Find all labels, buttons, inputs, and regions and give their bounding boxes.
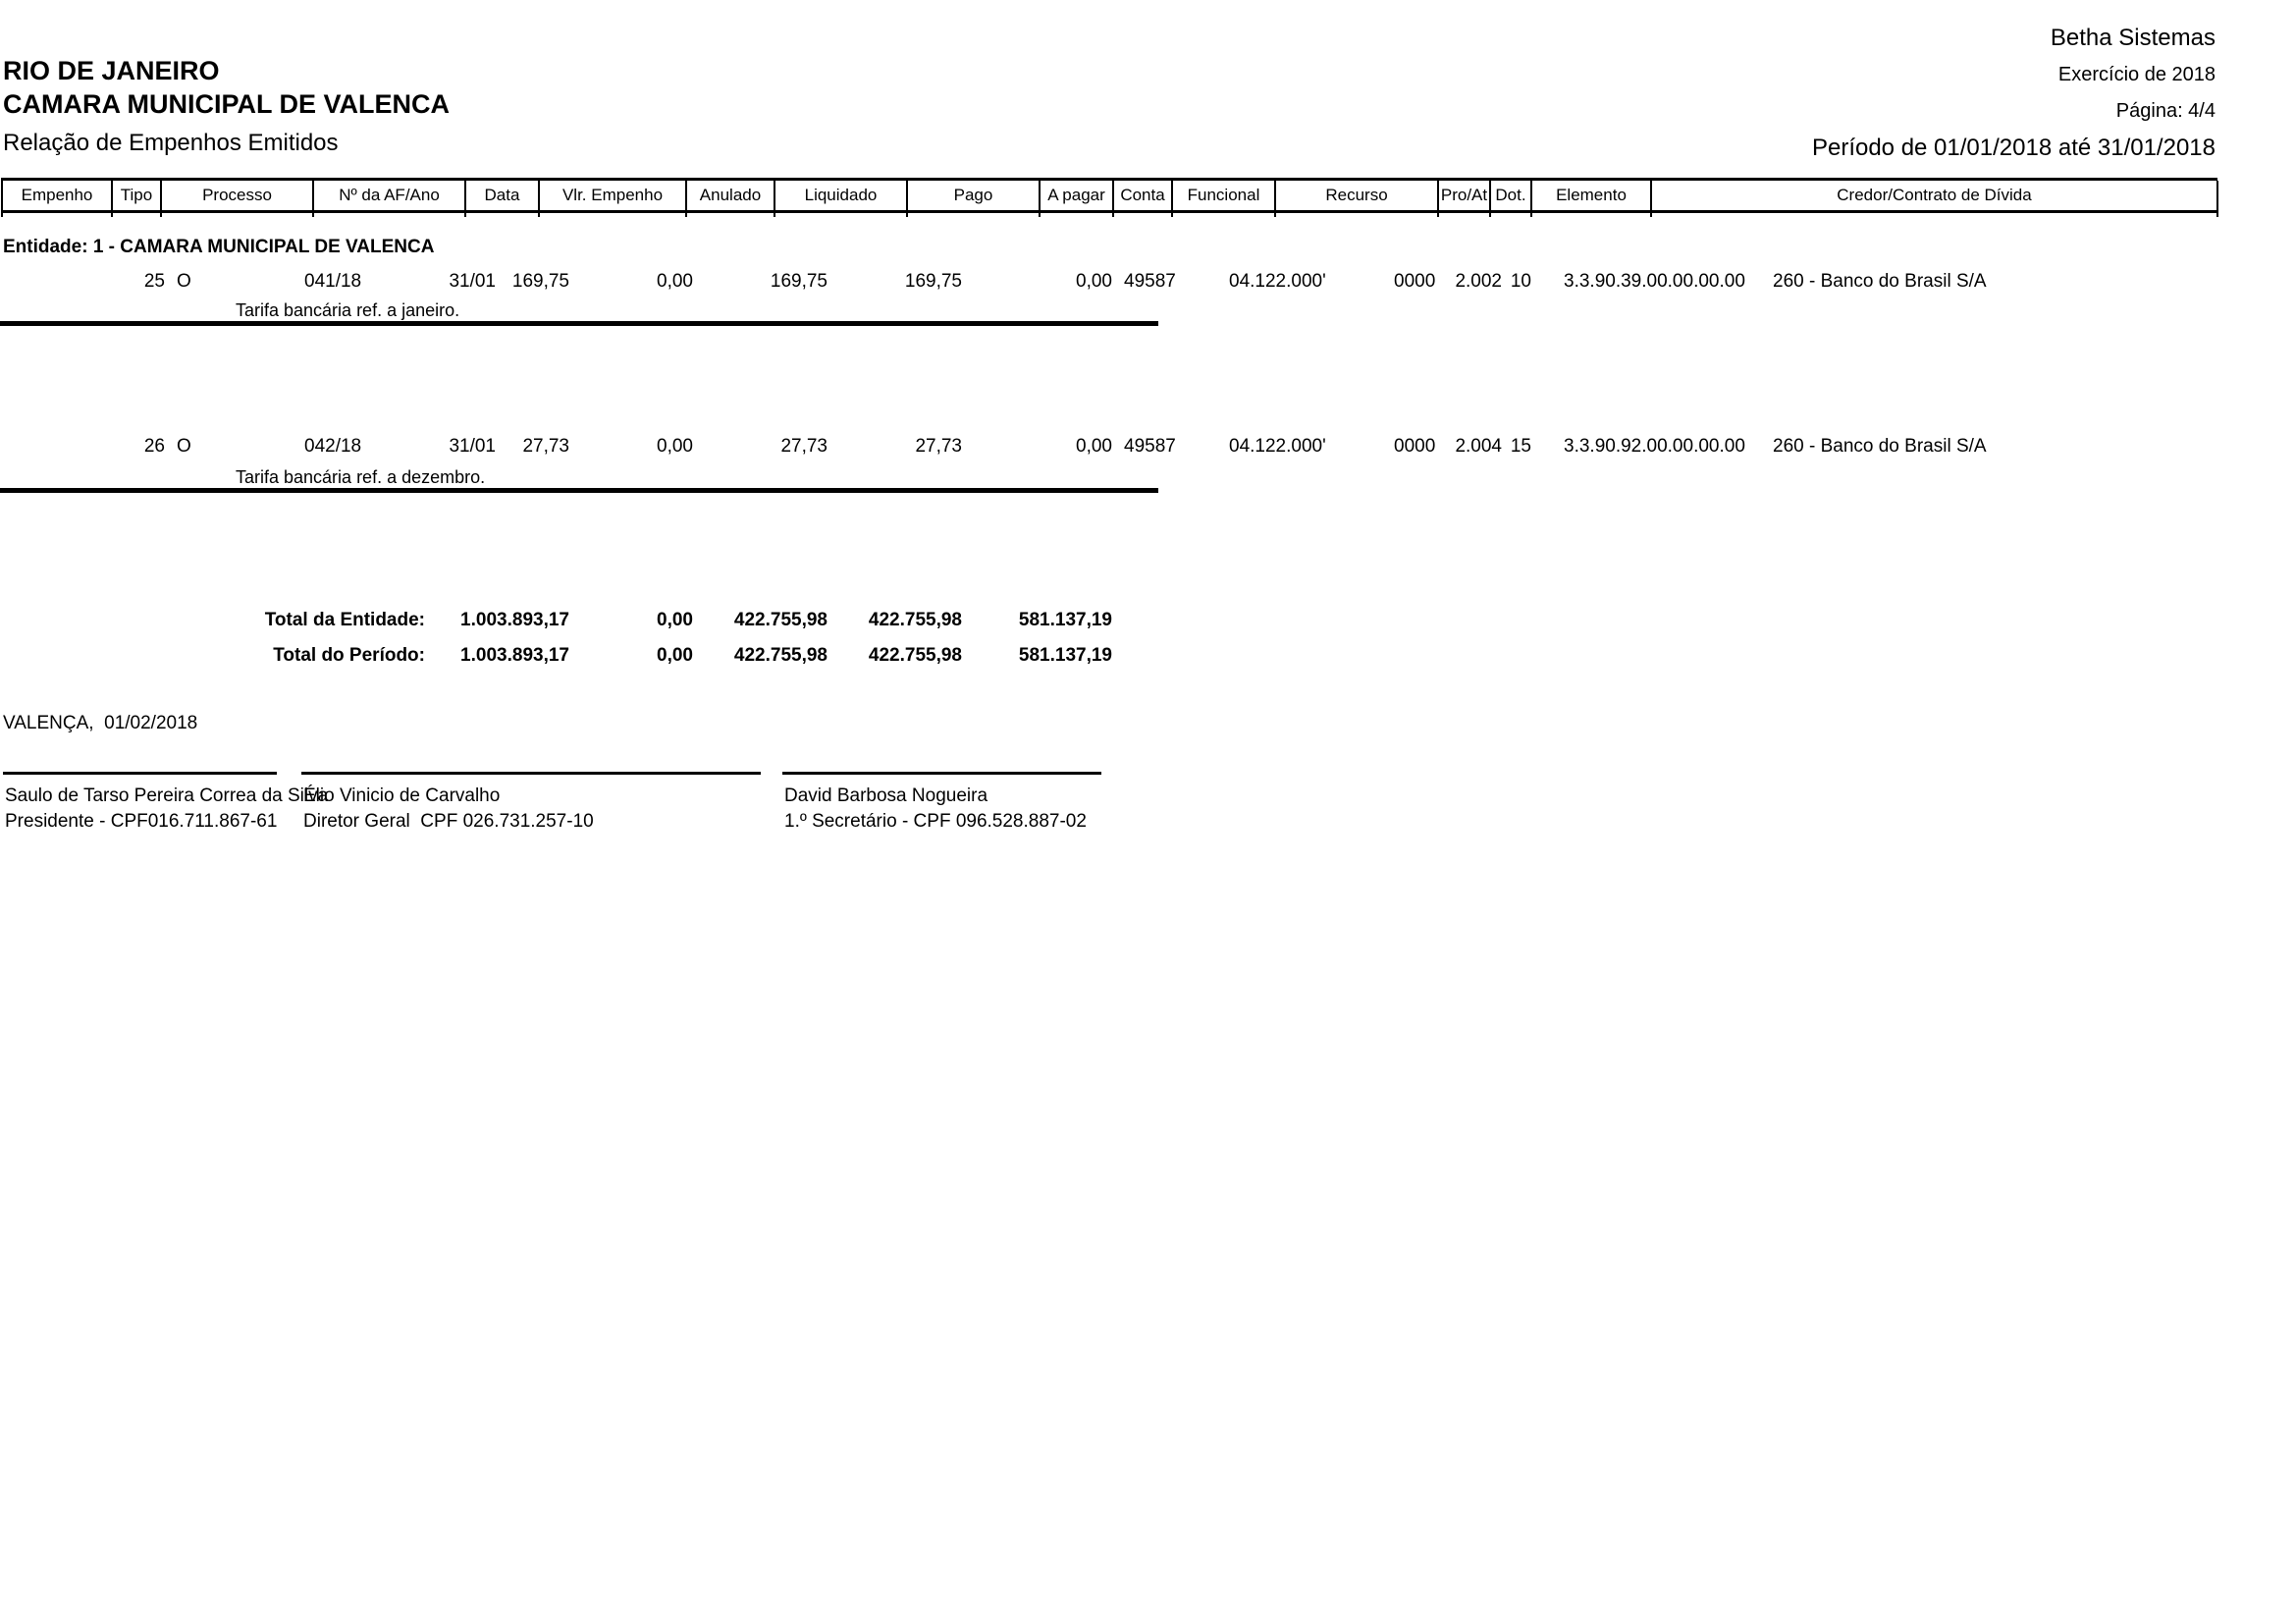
row1-processo: 041/18 [304, 271, 362, 292]
row2-anulado: 0,00 [657, 436, 693, 457]
column-header-conta: Conta [1114, 181, 1173, 217]
total-periodo-a-pagar: 581.137,19 [1018, 645, 1112, 666]
entity-header: Entidade: 1 - CAMARA MUNICIPAL DE VALENCA [3, 237, 435, 257]
column-header-data: Data [466, 181, 540, 217]
row1-dot: 10 [1510, 271, 1531, 292]
row1-credor: 260 - Banco do Brasil S/A [1773, 271, 1987, 292]
total-entidade-vlr: 1.003.893,17 [460, 610, 569, 630]
column-header-funcional: Funcional [1173, 181, 1276, 217]
row2-separator [0, 488, 1158, 493]
total-entidade-a-pagar: 581.137,19 [1018, 610, 1112, 630]
signature-line-1 [3, 772, 277, 775]
column-header-pro-at: Pro/At [1439, 181, 1491, 217]
row2-credor: 260 - Banco do Brasil S/A [1773, 436, 1987, 457]
row1-historico: Tarifa bancária ref. a janeiro. [236, 300, 460, 320]
table-header-bottom-border [1, 210, 2217, 213]
total-entidade-label: Total da Entidade: [264, 610, 425, 630]
total-periodo-liquidado: 422.755,98 [733, 645, 828, 666]
row2-data: 31/01 [449, 436, 496, 457]
row2-historico: Tarifa bancária ref. a dezembro. [236, 467, 486, 487]
exercise-label: Exercício de 2018 [2057, 64, 2216, 85]
vendor-name: Betha Sistemas [2050, 25, 2216, 51]
row2-recurso: 0000 [1394, 436, 1436, 457]
column-header-processo: Processo [162, 181, 314, 217]
row1-vlr: 169,75 [511, 271, 569, 292]
row2-tipo: O [177, 436, 191, 457]
row2-liquidado: 27,73 [780, 436, 828, 457]
signature-title-2: Diretor Geral CPF 026.731.257-10 [303, 811, 594, 832]
row1-separator [0, 321, 1158, 326]
signature-title-1: Presidente - CPF016.711.867-61 [5, 811, 278, 832]
total-periodo-label: Total do Período: [273, 645, 425, 666]
row1-conta: 49587 [1124, 271, 1176, 292]
period-label: Período de 01/01/2018 até 31/01/2018 [1811, 135, 2216, 161]
row2-elemento: 3.3.90.92.00.00.00.00 [1564, 436, 1745, 457]
column-header-a-pagar: A pagar [1041, 181, 1114, 217]
row2-a-pagar: 0,00 [1076, 436, 1112, 457]
column-header-recurso: Recurso [1276, 181, 1439, 217]
total-entidade-liquidado: 422.755,98 [733, 610, 828, 630]
total-periodo-vlr: 1.003.893,17 [460, 645, 569, 666]
row1-funcional: 04.122.000' [1229, 271, 1326, 292]
row2-dot: 15 [1510, 436, 1531, 457]
column-header-liquidado: Liquidado [775, 181, 908, 217]
org-state: RIO DE JANEIRO [3, 56, 220, 85]
row1-liquidado: 169,75 [770, 271, 828, 292]
column-header-af-ano: Nº da AF/Ano [314, 181, 466, 217]
row1-empenho: 25 [143, 271, 165, 292]
signature-line-2 [301, 772, 761, 775]
row1-pago: 169,75 [904, 271, 962, 292]
column-header-tipo: Tipo [113, 181, 162, 217]
column-header-anulado: Anulado [687, 181, 775, 217]
org-name: CAMARA MUNICIPAL DE VALENCA [3, 89, 450, 119]
column-header-pago: Pago [908, 181, 1041, 217]
total-periodo-pago: 422.755,98 [868, 645, 962, 666]
column-header-elemento: Elemento [1532, 181, 1652, 217]
row2-conta: 49587 [1124, 436, 1176, 457]
row1-a-pagar: 0,00 [1076, 271, 1112, 292]
row1-elemento: 3.3.90.39.00.00.00.00 [1564, 271, 1745, 292]
row2-vlr: 27,73 [522, 436, 569, 457]
row1-tipo: O [177, 271, 191, 292]
page-number: Página: 4/4 [2115, 100, 2216, 122]
column-header-dot: Dot. [1491, 181, 1532, 217]
city-date: VALENÇA, 01/02/2018 [3, 713, 198, 733]
row1-pro-at: 2.002 [1455, 271, 1502, 292]
row2-pago: 27,73 [915, 436, 962, 457]
column-header-empenho: Empenho [3, 181, 113, 217]
row2-funcional: 04.122.000' [1229, 436, 1326, 457]
report-title: Relação de Empenhos Emitidos [3, 130, 339, 156]
column-header-vlr: Vlr. Empenho [540, 181, 687, 217]
row1-anulado: 0,00 [657, 271, 693, 292]
signature-name-2: Élio Vinicio de Carvalho [303, 785, 501, 806]
row2-empenho: 26 [143, 436, 165, 457]
total-entidade-anulado: 0,00 [657, 610, 693, 630]
row1-data: 31/01 [449, 271, 496, 292]
total-periodo-anulado: 0,00 [657, 645, 693, 666]
row2-pro-at: 2.004 [1455, 436, 1502, 457]
signature-line-3 [782, 772, 1101, 775]
table-header-top-border [1, 178, 2217, 181]
signature-name-3: David Barbosa Nogueira [784, 785, 988, 806]
column-header-credor: Credor/Contrato de Dívida [1652, 181, 2218, 217]
row1-recurso: 0000 [1394, 271, 1436, 292]
row2-processo: 042/18 [304, 436, 362, 457]
signature-name-1: Saulo de Tarso Pereira Correa da Silva [5, 785, 329, 806]
total-entidade-pago: 422.755,98 [868, 610, 962, 630]
signature-title-3: 1.º Secretário - CPF 096.528.887-02 [784, 811, 1087, 832]
